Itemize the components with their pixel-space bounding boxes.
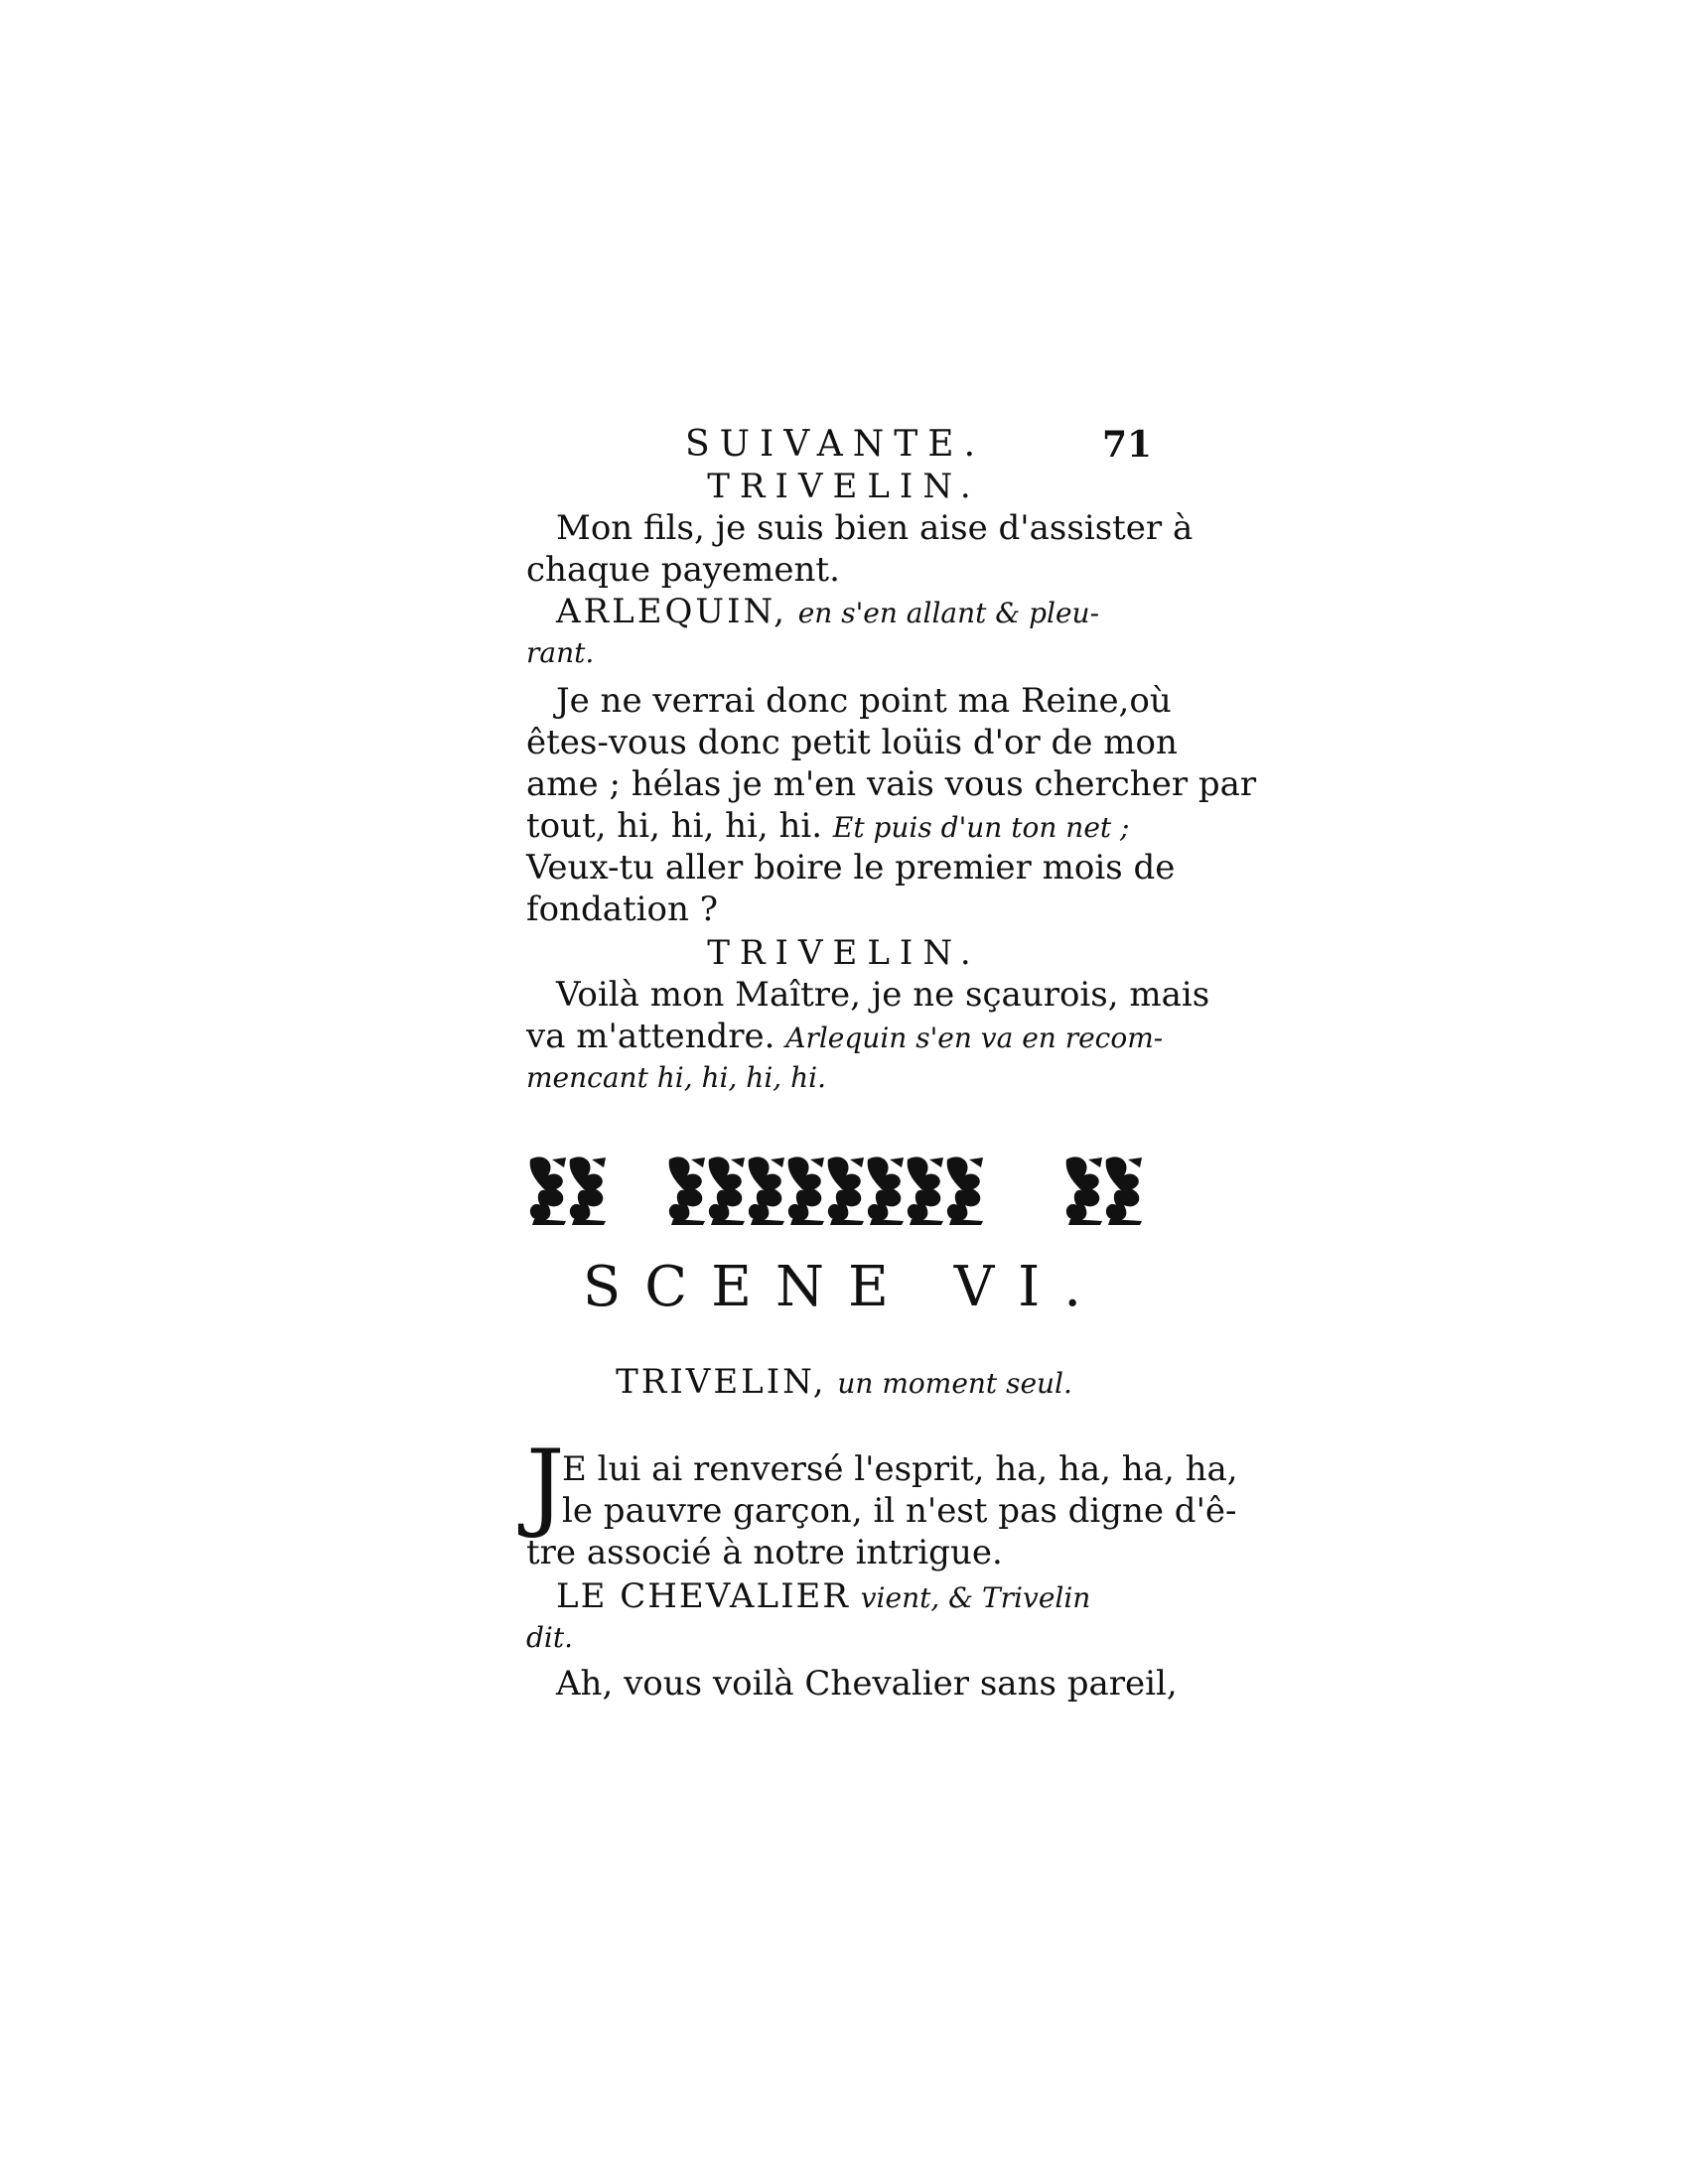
text-line: ame ; hélas je m'en vais vous chercher par bbox=[526, 764, 1257, 804]
text-line: Veux-tu aller boire le premier mois de bbox=[526, 848, 1176, 887]
text-line: Je ne verrai donc point ma Reine,où bbox=[556, 681, 1172, 721]
speaker-chevalier: LE CHEVALIER bbox=[556, 1576, 850, 1616]
stage-direction: Arlequin s'en va en recom- bbox=[785, 1022, 1164, 1054]
page-number: 71 bbox=[1102, 424, 1153, 466]
text-line: Ah, vous voilà Chevalier sans pareil, bbox=[556, 1664, 1178, 1704]
stage-direction: un moment seul. bbox=[837, 1367, 1072, 1400]
stage-direction: Et puis d'un ton net ; bbox=[832, 811, 1130, 844]
speaker-trivelin: TRIVELIN. bbox=[707, 933, 981, 973]
drop-cap: J bbox=[526, 1430, 565, 1541]
text-line bbox=[526, 1017, 1163, 1058]
speaker-line bbox=[526, 1362, 1162, 1404]
text-line: tre associé à notre intrigue. bbox=[526, 1533, 1003, 1572]
stage-direction: en s'en allant & pleu- bbox=[797, 597, 1100, 629]
ornament-band bbox=[526, 1150, 1162, 1229]
text-line: Mon fils, je suis bien aise d'assister à bbox=[556, 508, 1194, 548]
text-line: êtes-vous donc petit loüis d'or de mon bbox=[526, 723, 1178, 762]
speaker-line bbox=[556, 592, 1099, 633]
stage-direction: vient, & Trivelin bbox=[860, 1581, 1091, 1614]
speaker-trivelin: TRIVELIN, bbox=[616, 1362, 827, 1402]
stage-direction: dit. bbox=[526, 1621, 574, 1654]
scene-title: SCENE VI. bbox=[582, 1255, 1106, 1319]
speaker-trivelin: TRIVELIN. bbox=[707, 467, 981, 506]
text-line: fondation ? bbox=[526, 889, 718, 929]
stage-direction: mencant hi, hi, hi, hi. bbox=[526, 1061, 826, 1094]
speaker-arlequin: ARLEQUIN, bbox=[556, 592, 787, 631]
text-span: va m'attendre. bbox=[526, 1017, 775, 1056]
text-line: Voilà mon Maître, je ne sçaurois, mais bbox=[556, 975, 1210, 1015]
text-line bbox=[526, 806, 1129, 848]
running-title: SUIVANTE. bbox=[685, 424, 986, 465]
text-line: le pauvre garçon, il n'est pas digne d'ê- bbox=[562, 1491, 1237, 1531]
stage-direction: rant. bbox=[526, 636, 595, 669]
text-line: chaque payement. bbox=[526, 550, 840, 590]
text-span: tout, hi, hi, hi, hi. bbox=[526, 806, 823, 846]
text-block bbox=[526, 0, 1257, 2184]
text-line: E lui ai renversé l'esprit, ha, ha, ha, ha, bbox=[562, 1449, 1238, 1489]
speaker-line bbox=[556, 1576, 1090, 1618]
